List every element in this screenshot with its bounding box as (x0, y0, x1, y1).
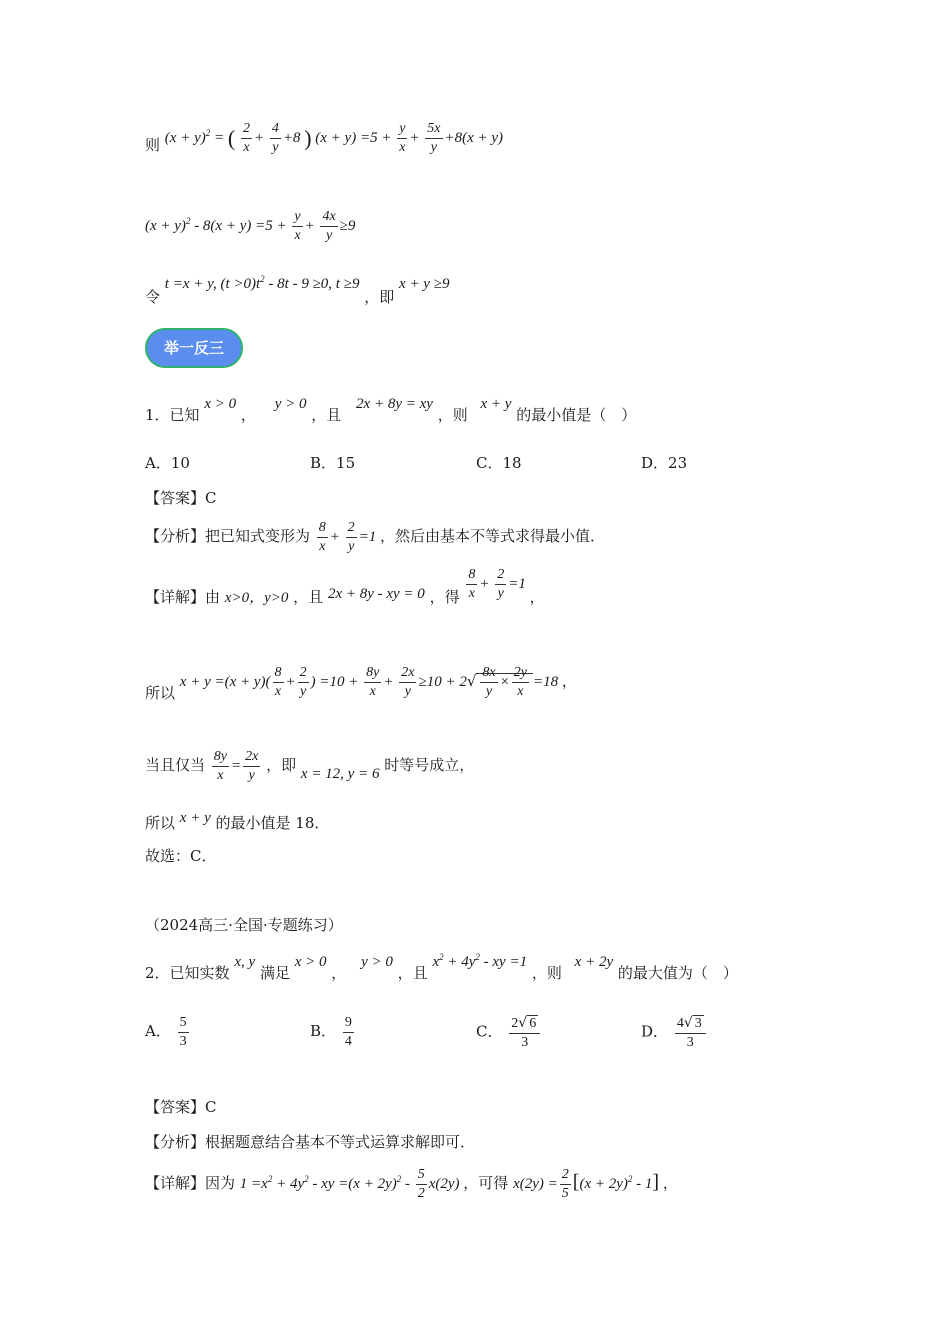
q2-answer: 【答案】C (145, 1098, 217, 1116)
q1-and: ，且 (311, 406, 342, 424)
q1-detail-prefix: 【详解】由 (145, 587, 221, 606)
q2-then: ，则 (531, 964, 562, 982)
q2-detail-formula-1: $1 =x^2 + 4y^2$ - xy $=(x + 2y)^2$ - $\frac{5}{2}$ x(2y) (239, 1167, 464, 1201)
q1-min-tail: 的最小值是 18． (215, 814, 330, 832)
q1-then: ，则 (437, 406, 468, 424)
q2-satisfy: 满足 (259, 964, 290, 982)
q2-detail-get: ，可得 (463, 1173, 509, 1192)
q2-cond-y: y > 0 (361, 954, 393, 970)
derivation-line-2 (145, 208, 355, 245)
q1-detail-and: ，且 (293, 587, 324, 606)
q2-source: （2024高三·全国·专题练习） (145, 916, 343, 934)
q1-min-expr: x + y (179, 810, 211, 826)
q1-tail: 的最小值是（ ） (516, 406, 637, 424)
q2-option-c[interactable]: C． $\frac{2√ 6}{3}$ (476, 1014, 542, 1052)
q1-option-b[interactable]: B．15 (310, 454, 356, 472)
formula-result: x + y ≥9 (399, 276, 450, 292)
q1-option-d[interactable]: D．23 (641, 454, 688, 472)
q1-so: 所以 x + y =(x + y)( $\frac{8}{x}$ + $\frac{2}{y}$ ) =10 + $\frac{8y}{x}$ + $\frac{2x}{y}$ ≥10 + 2√ $\frac{8x}{y}$ × $\frac{2y}{x}$ =18 ， (145, 665, 577, 702)
q1-number: 1．已知 (145, 406, 200, 424)
q1-analysis-tail: ，然后由基本不等式求得最小值． (380, 526, 606, 545)
q2-stem: 2．已知实数 x, y 满足 x > 0 ， y > 0 ，且 $x^2 + 4y^2$ - xy =1 ，则 x + 2y 的最大值为（ ） (145, 952, 738, 982)
q2-number: 2．已知实数 (145, 964, 230, 982)
q1-min-prefix: 所以 (145, 814, 176, 832)
text-ling: 令 (145, 288, 161, 306)
q1-cond-x: x > 0 (204, 396, 237, 412)
text-ze: 则 (145, 135, 161, 154)
q1-detail-formula: $\frac{8}{x}$ + $\frac{2}{y}$ =1 (468, 567, 530, 601)
q1-so-prefix: 所以 (145, 683, 176, 702)
q1-detail-eq: 2x + 8y - xy = 0 (327, 585, 425, 602)
q2-detail-formula-2: x(2y) = $\frac{2}{5}$ $[(x + 2y)^2 - 1]$ (513, 1167, 660, 1201)
formula-expansion: $(x + y)^2$ = ( $\frac{2}{x}$ + $\frac{4}{y}$ +8 ) (x + y) =5 + $\frac{y}{x}$ + $\frac{5x}{y}$ +8(x + y) (164, 121, 504, 155)
q1-min (145, 806, 330, 832)
q1-option-c[interactable]: C．18 (476, 454, 522, 472)
text-ji: ，即 (364, 288, 395, 306)
formula-substitution: t =x + y, $(t >0)t^2 - 8t - 9 \ge 0$, t ≥9 (164, 274, 360, 292)
q2-analysis: 【分析】根据题意结合基本不等式运算求解即可． (145, 1133, 476, 1151)
q1-stem: 1．已知 x > 0 ， y > 0 ，且 2x + 8y = xy ，则 x + y 的最小值是（ ） (145, 396, 637, 424)
q1-analysis-formula: $\frac{8}{x}$ + $\frac{2}{y}$ =1 (318, 520, 381, 554)
q1-expression: x + y (480, 396, 512, 412)
q1-detail: 【详解】由 x>0，y>0 ，且 2x + 8y - xy = 0 ，得 $\frac{8}{x}$ + $\frac{2}{y}$ =1 ， (145, 567, 545, 606)
q2-cond-x: x > 0 (294, 954, 327, 970)
q1-so-formula: x + y =(x + y)( $\frac{8}{x}$ + $\frac{2}{y}$ ) =10 + $\frac{8y}{x}$ + $\frac{2x}{y}$ ≥10 + 2√ $\frac{8x}{y}$ × $\frac{2y}{x}$ =18 (179, 665, 562, 699)
derivation-line-1 (145, 121, 504, 165)
q2-equation: $x^2 + 4y^2$ - xy =1 (432, 952, 528, 970)
q1-answer: 【答案】C (145, 489, 217, 507)
q1-analysis-prefix: 【分析】把已知式变形为 (145, 526, 311, 545)
q2-detail: 【详解】因为 $1 =x^2 + 4y^2$ - xy $=(x + 2y)^2$ - $\frac{5}{2}$ x(2y) ，可得 x(2y) = $\frac{2}{5}$ $[(x + 2y)^2 - 1]$ ， (145, 1167, 678, 1201)
section-badge: 举一反三 (145, 328, 243, 368)
q1-when-tail: 时等号成立， (384, 755, 475, 774)
q1-when-mid: ，即 (266, 755, 297, 774)
q2-vars: x, y (234, 954, 256, 970)
q2-detail-prefix: 【详解】因为 (145, 1173, 236, 1192)
derivation-line-3 (145, 272, 450, 306)
q1-analysis (145, 519, 605, 556)
q1-equation: 2x + 8y = xy (356, 396, 433, 412)
q1-when-formula: $\frac{8y}{x}$ = $\frac{2x}{y}$ (213, 749, 259, 783)
q1-when (145, 748, 474, 785)
q1-detail-get: ，得 (429, 587, 460, 606)
q2-expression: x + 2y (574, 954, 614, 970)
q1-option-a[interactable]: A．10 (145, 454, 190, 472)
q1-when-values: x = 12, y = 6 (300, 765, 380, 782)
q2-option-a[interactable]: A． $\frac{5}{3}$ (145, 1015, 187, 1049)
q2-option-d[interactable]: D． $\frac{4√ 3}{3}$ (641, 1014, 708, 1052)
q2-tail: 的最大值为（ ） (617, 964, 738, 982)
formula-inequality: $(x + y)^2 - 8(x + y) =5$ + $\frac{y}{x}$ + $\frac{4x}{y}$ ≥9 (145, 209, 356, 243)
q1-choose: 故选：C． (145, 847, 217, 865)
q1-cond-y: y > 0 (274, 396, 307, 412)
q1-when-prefix: 当且仅当 (145, 755, 206, 774)
q2-and: ，且 (397, 964, 428, 982)
q1-detail-cond: x>0，y>0 (224, 589, 289, 606)
q2-option-b[interactable]: B． $\frac{9}{4}$ (310, 1015, 352, 1049)
